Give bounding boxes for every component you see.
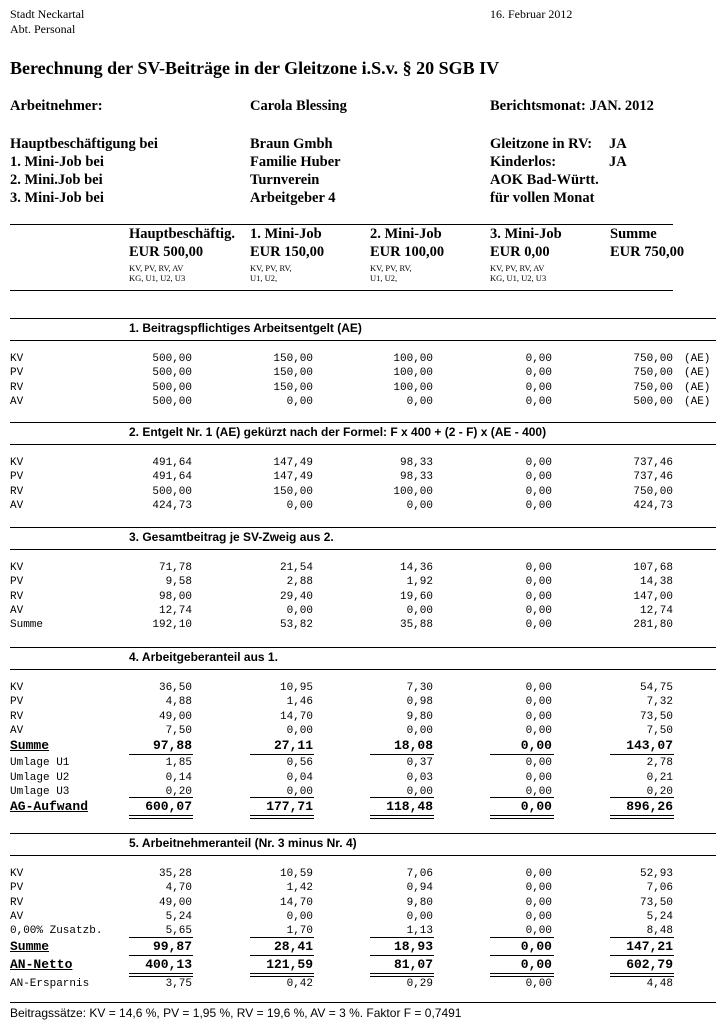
cell-value: 14,70 [279, 710, 313, 723]
section-heading: 3. Gesamtbeitrag je SV-Zweig aus 2. [129, 530, 334, 544]
section-bottom-rule [10, 549, 716, 550]
column-header-top-rule [10, 224, 673, 225]
row-suffix: (AE) [684, 353, 711, 365]
section-bottom-rule [10, 340, 716, 341]
employment-label: 3. Mini-Job bei [10, 190, 104, 206]
cell-value: 21,54 [279, 562, 313, 574]
cell-value: 36,50 [158, 682, 192, 694]
total-underline [370, 815, 434, 816]
cell-value: 0,00 [525, 910, 552, 923]
column-branches: KG, U1, U2, U3 [490, 273, 547, 283]
cell-value: 8,48 [646, 925, 673, 938]
total-underline [370, 937, 434, 938]
cell-value: 0,00 [520, 738, 552, 754]
cell-value: 7,50 [646, 724, 673, 737]
cell-value: 500,00 [152, 381, 192, 394]
cell-value: 0,00 [525, 576, 552, 589]
row-label: KV [10, 353, 24, 365]
total-underline [129, 955, 193, 956]
row-label: Umlage U1 [10, 757, 70, 770]
section-top-rule [10, 647, 716, 648]
cell-value: 28,41 [273, 938, 313, 954]
cell-value: 0,00 [525, 710, 552, 723]
section-heading: 1. Beitragspflichtiges Arbeitsentgelt (AE) [129, 321, 362, 335]
cell-value: 0,00 [525, 604, 552, 617]
row-label: Summe [10, 619, 44, 632]
cell-value: 0,00 [525, 925, 552, 938]
cell-value: 150,00 [273, 353, 313, 365]
total-underline [370, 754, 434, 755]
column-branches: KV, PV, RV, AV [129, 263, 184, 273]
cell-value: 7,06 [646, 882, 673, 895]
cell-value: 143,07 [626, 738, 673, 754]
total-underline [250, 797, 314, 798]
cell-value: 4,48 [646, 977, 673, 990]
cell-value: 121,59 [266, 956, 313, 972]
cell-value: 1,92 [406, 576, 433, 589]
cell-value: 0,03 [406, 771, 433, 784]
cell-value: 0,00 [525, 562, 552, 574]
cell-value: 150,00 [273, 367, 313, 380]
total-underline [610, 937, 674, 938]
column-branches: U1, U2, [250, 273, 278, 283]
employer-name: Turnverein [250, 172, 320, 188]
cell-value: 737,46 [633, 457, 673, 469]
section-bottom-rule [10, 855, 716, 856]
cell-value: 18,08 [393, 738, 433, 754]
cell-value: 500,00 [152, 353, 192, 365]
row-label: PV [10, 696, 24, 709]
cell-value: 0,00 [525, 353, 552, 365]
cell-value: 14,38 [639, 576, 673, 589]
cell-value: 281,80 [633, 619, 673, 632]
column-branches: U1, U2, [370, 273, 398, 283]
total-underline [250, 754, 314, 755]
cell-value: 98,33 [399, 457, 433, 469]
cell-value: 0,00 [406, 604, 433, 617]
row-label: AV [10, 499, 24, 512]
cell-value: 1,46 [286, 696, 313, 709]
cell-value: 0,37 [406, 757, 433, 770]
cell-value: 0,00 [286, 499, 313, 512]
cell-value: 0,00 [406, 724, 433, 737]
section-heading: 4. Arbeitgeberanteil aus 1. [129, 650, 278, 664]
employee-label: Arbeitnehmer: [10, 98, 103, 114]
cell-value: 0,00 [525, 381, 552, 394]
cell-value: 192,10 [152, 619, 192, 632]
cell-value: 0,29 [406, 977, 433, 990]
cell-value: 35,88 [399, 619, 433, 632]
cell-value: 29,40 [279, 590, 313, 603]
cell-value: 0,00 [525, 696, 552, 709]
cell-value: 0,00 [286, 785, 313, 798]
cell-value: 73,50 [639, 710, 673, 723]
cell-value: 491,64 [152, 471, 192, 484]
cell-value: 424,73 [633, 499, 673, 512]
cell-value: 99,87 [152, 938, 192, 954]
status-label: Kinderlos: [490, 154, 557, 170]
section-top-rule [10, 422, 716, 423]
total-underline [129, 937, 193, 938]
row-label: PV [10, 576, 24, 589]
cell-value: 49,00 [158, 710, 192, 723]
total-underline [370, 955, 434, 956]
cell-value: 491,64 [152, 457, 192, 469]
page-title: Berechnung der SV-Beiträge in der Gleitzone i.S.v. § 20 SGB IV [10, 58, 500, 78]
cell-value: 500,00 [633, 395, 673, 408]
row-label: RV [10, 381, 24, 394]
total-underline [610, 754, 674, 755]
cell-value: 73,50 [639, 896, 673, 909]
cell-value: 150,00 [273, 485, 313, 498]
status-label: Gleitzone in RV: [490, 136, 593, 152]
total-double-underline [610, 818, 674, 819]
section-top-rule [10, 527, 716, 528]
row-label: KV [10, 562, 24, 574]
column-header-bottom-rule [10, 290, 673, 291]
cell-value: 400,13 [145, 956, 192, 972]
cell-value: 7,50 [165, 724, 192, 737]
row-label: PV [10, 471, 24, 484]
cell-value: 0,00 [525, 457, 552, 469]
cell-value: 0,00 [286, 604, 313, 617]
cell-value: 97,88 [152, 738, 192, 754]
cell-value: 27,11 [273, 738, 313, 754]
cell-value: 0,00 [525, 367, 552, 380]
cell-value: 0,00 [520, 956, 552, 972]
cell-value: 5,65 [165, 925, 192, 938]
total-double-underline [490, 818, 554, 819]
total-underline [610, 797, 674, 798]
cell-value: 100,00 [393, 367, 433, 380]
column-title: Summe [610, 226, 657, 242]
column-amount: EUR 150,00 [250, 244, 325, 260]
cell-value: 7,32 [646, 696, 673, 709]
column-amount: EUR 100,00 [370, 244, 445, 260]
total-underline [250, 973, 314, 974]
cell-value: 0,00 [525, 590, 552, 603]
cell-value: 0,00 [525, 896, 552, 909]
cell-value: 118,48 [386, 799, 433, 815]
report-month: Berichtsmonat: JAN. 2012 [490, 98, 654, 114]
total-underline [370, 973, 434, 974]
section-heading: 5. Arbeitnehmeranteil (Nr. 3 minus Nr. 4) [129, 836, 357, 850]
cell-value: 602,79 [626, 956, 673, 972]
total-underline [490, 973, 554, 974]
column-title: 1. Mini-Job [250, 226, 322, 242]
cell-value: 0,00 [286, 724, 313, 737]
cell-value: 14,70 [279, 896, 313, 909]
cell-value: 81,07 [393, 956, 433, 972]
employee-name: Carola Blessing [250, 98, 347, 114]
cell-value: 147,49 [273, 471, 313, 484]
cell-value: 0,20 [646, 785, 673, 798]
total-double-underline [250, 818, 314, 819]
employment-label: Hauptbeschäftigung bei [10, 136, 158, 152]
cell-value: 600,07 [145, 799, 192, 815]
cell-value: 750,00 [633, 353, 673, 365]
section-bottom-rule [10, 444, 716, 445]
total-underline [250, 815, 314, 816]
cell-value: 2,88 [286, 576, 313, 589]
cell-value: 896,26 [626, 799, 673, 815]
cell-value: 0,00 [286, 910, 313, 923]
cell-value: 0,00 [406, 785, 433, 798]
cell-value: 0,00 [525, 485, 552, 498]
document-date: 16. Februar 2012 [490, 7, 573, 21]
cell-value: 98,00 [158, 590, 192, 603]
total-underline [490, 815, 554, 816]
cell-value: 0,21 [646, 771, 673, 784]
cell-value: 0,14 [165, 771, 192, 784]
total-double-underline [129, 818, 193, 819]
cell-value: 71,78 [158, 562, 192, 574]
total-underline [490, 955, 554, 956]
cell-value: 147,49 [273, 457, 313, 469]
cell-value: 4,70 [165, 882, 192, 895]
total-underline [129, 815, 193, 816]
status-value: JA [609, 136, 627, 152]
cell-value: 100,00 [393, 485, 433, 498]
row-label: KV [10, 682, 24, 694]
cell-value: 14,36 [399, 562, 433, 574]
employment-label: 2. Mini.Job bei [10, 172, 103, 188]
row-label: RV [10, 896, 24, 909]
cell-value: 500,00 [152, 367, 192, 380]
cell-value: 0,00 [525, 882, 552, 895]
cell-value: 100,00 [393, 353, 433, 365]
org-name: Stadt Neckartal [10, 7, 85, 21]
cell-value: 0,00 [525, 757, 552, 770]
row-label: 0,00% Zusatzb. [10, 925, 103, 938]
cell-value: 147,21 [626, 938, 673, 954]
cell-value: 1,42 [286, 882, 313, 895]
row-label: AN-Ersparnis [10, 977, 90, 990]
column-title: 2. Mini-Job [370, 226, 442, 242]
cell-value: 10,95 [279, 682, 313, 694]
total-underline [490, 797, 554, 798]
cell-value: 35,28 [158, 868, 192, 880]
contribution-rates-footer: Beitragssätze: KV = 14,6 %, PV = 1,95 %, RV = 19,6 %, AV = 3 %. Faktor F = 0,7491 [10, 1006, 462, 1020]
cell-value: 0,00 [406, 395, 433, 408]
cell-value: 1,13 [406, 925, 433, 938]
employer-name: Familie Huber [250, 154, 341, 170]
total-underline [129, 973, 193, 974]
cell-value: 9,80 [406, 710, 433, 723]
cell-value: 0,00 [525, 682, 552, 694]
footer-rule [10, 1002, 716, 1003]
cell-value: 0,00 [525, 499, 552, 512]
org-department: Abt. Personal [10, 22, 76, 36]
total-underline [250, 937, 314, 938]
row-suffix: (AE) [684, 367, 711, 380]
cell-value: 12,74 [158, 604, 192, 617]
row-label: Summe [10, 738, 50, 754]
cell-value: 10,59 [279, 868, 313, 880]
total-underline [610, 815, 674, 816]
cell-value: 0,00 [520, 799, 552, 815]
employment-label: 1. Mini-Job bei [10, 154, 104, 170]
cell-value: 0,00 [286, 395, 313, 408]
total-underline [490, 937, 554, 938]
cell-value: 54,75 [639, 682, 673, 694]
cell-value: 0,00 [525, 471, 552, 484]
cell-value: 7,06 [406, 868, 433, 880]
employer-name: Arbeitgeber 4 [250, 190, 336, 206]
column-title: Hauptbeschäftig. [129, 226, 235, 242]
total-underline [250, 955, 314, 956]
cell-value: 100,00 [393, 381, 433, 394]
cell-value: 750,00 [633, 381, 673, 394]
cell-value: 0,00 [525, 395, 552, 408]
cell-value: 9,58 [165, 576, 192, 589]
cell-value: 0,98 [406, 696, 433, 709]
cell-value: 0,94 [406, 882, 433, 895]
cell-value: 0,42 [286, 977, 313, 990]
row-label: Summe [10, 938, 50, 954]
row-label: AV [10, 910, 24, 923]
cell-value: 737,46 [633, 471, 673, 484]
row-suffix: (AE) [684, 395, 711, 408]
section-top-rule [10, 318, 716, 319]
cell-value: 0,00 [525, 977, 552, 990]
row-label: AV [10, 724, 24, 737]
cell-value: 9,80 [406, 896, 433, 909]
cell-value: 0,00 [520, 938, 552, 954]
column-branches: KV, PV, RV, [250, 263, 292, 273]
cell-value: 49,00 [158, 896, 192, 909]
cell-value: 19,60 [399, 590, 433, 603]
cell-value: 0,00 [525, 868, 552, 880]
cell-value: 98,33 [399, 471, 433, 484]
cell-value: 1,70 [286, 925, 313, 938]
cell-value: 0,56 [286, 757, 313, 770]
row-label: RV [10, 485, 24, 498]
cell-value: 18,93 [393, 938, 433, 954]
column-branches: KV, PV, RV, AV [490, 263, 545, 273]
cell-value: 5,24 [165, 910, 192, 923]
row-label: AN-Netto [10, 956, 73, 972]
status-value: JA [609, 154, 627, 170]
row-label: RV [10, 590, 24, 603]
cell-value: 750,00 [633, 367, 673, 380]
cell-value: 0,20 [165, 785, 192, 798]
cell-value: 1,85 [165, 757, 192, 770]
column-amount: EUR 750,00 [610, 244, 685, 260]
cell-value: 0,00 [406, 499, 433, 512]
cell-value: 0,00 [525, 619, 552, 632]
cell-value: 3,75 [165, 977, 192, 990]
cell-value: 500,00 [152, 395, 192, 408]
cell-value: 0,00 [525, 785, 552, 798]
column-amount: EUR 500,00 [129, 244, 204, 260]
cell-value: 4,88 [165, 696, 192, 709]
cell-value: 150,00 [273, 381, 313, 394]
total-underline [129, 797, 193, 798]
total-underline [370, 797, 434, 798]
row-suffix: (AE) [684, 381, 711, 394]
total-underline [610, 973, 674, 974]
status-label: AOK Bad-Württ. [490, 172, 599, 188]
total-underline [129, 754, 193, 755]
column-branches: KG, U1, U2, U3 [129, 273, 186, 283]
cell-value: 0,04 [286, 771, 313, 784]
cell-value: 5,24 [646, 910, 673, 923]
cell-value: 424,73 [152, 499, 192, 512]
row-label: KV [10, 868, 24, 880]
cell-value: 53,82 [279, 619, 313, 632]
total-double-underline [370, 818, 434, 819]
cell-value: 7,30 [406, 682, 433, 694]
cell-value: 12,74 [639, 604, 673, 617]
employer-name: Braun Gmbh [250, 136, 333, 152]
row-label: AV [10, 395, 24, 408]
cell-value: 52,93 [639, 868, 673, 880]
row-label: RV [10, 710, 24, 723]
cell-value: 0,00 [525, 771, 552, 784]
row-label: KV [10, 457, 24, 469]
section-heading: 2. Entgelt Nr. 1 (AE) gekürzt nach der Formel: F x 400 + (2 - F) x (AE - 400) [129, 425, 547, 439]
cell-value: 500,00 [152, 485, 192, 498]
cell-value: 750,00 [633, 485, 673, 498]
row-label: AG-Aufwand [10, 799, 89, 815]
cell-value: 0,00 [525, 724, 552, 737]
status-label: für vollen Monat [490, 190, 595, 206]
column-title: 3. Mini-Job [490, 226, 562, 242]
row-label: Umlage U2 [10, 771, 70, 784]
row-label: PV [10, 367, 24, 380]
column-branches: KV, PV, RV, [370, 263, 412, 273]
cell-value: 177,71 [266, 799, 313, 815]
section-top-rule [10, 833, 716, 834]
section-bottom-rule [10, 669, 716, 670]
row-label: Umlage U3 [10, 785, 70, 798]
cell-value: 107,68 [633, 562, 673, 574]
row-label: PV [10, 882, 24, 895]
total-underline [490, 754, 554, 755]
cell-value: 0,00 [406, 910, 433, 923]
cell-value: 147,00 [633, 590, 673, 603]
total-underline [610, 955, 674, 956]
cell-value: 2,78 [646, 757, 673, 770]
row-label: AV [10, 604, 24, 617]
column-amount: EUR 0,00 [490, 244, 550, 260]
